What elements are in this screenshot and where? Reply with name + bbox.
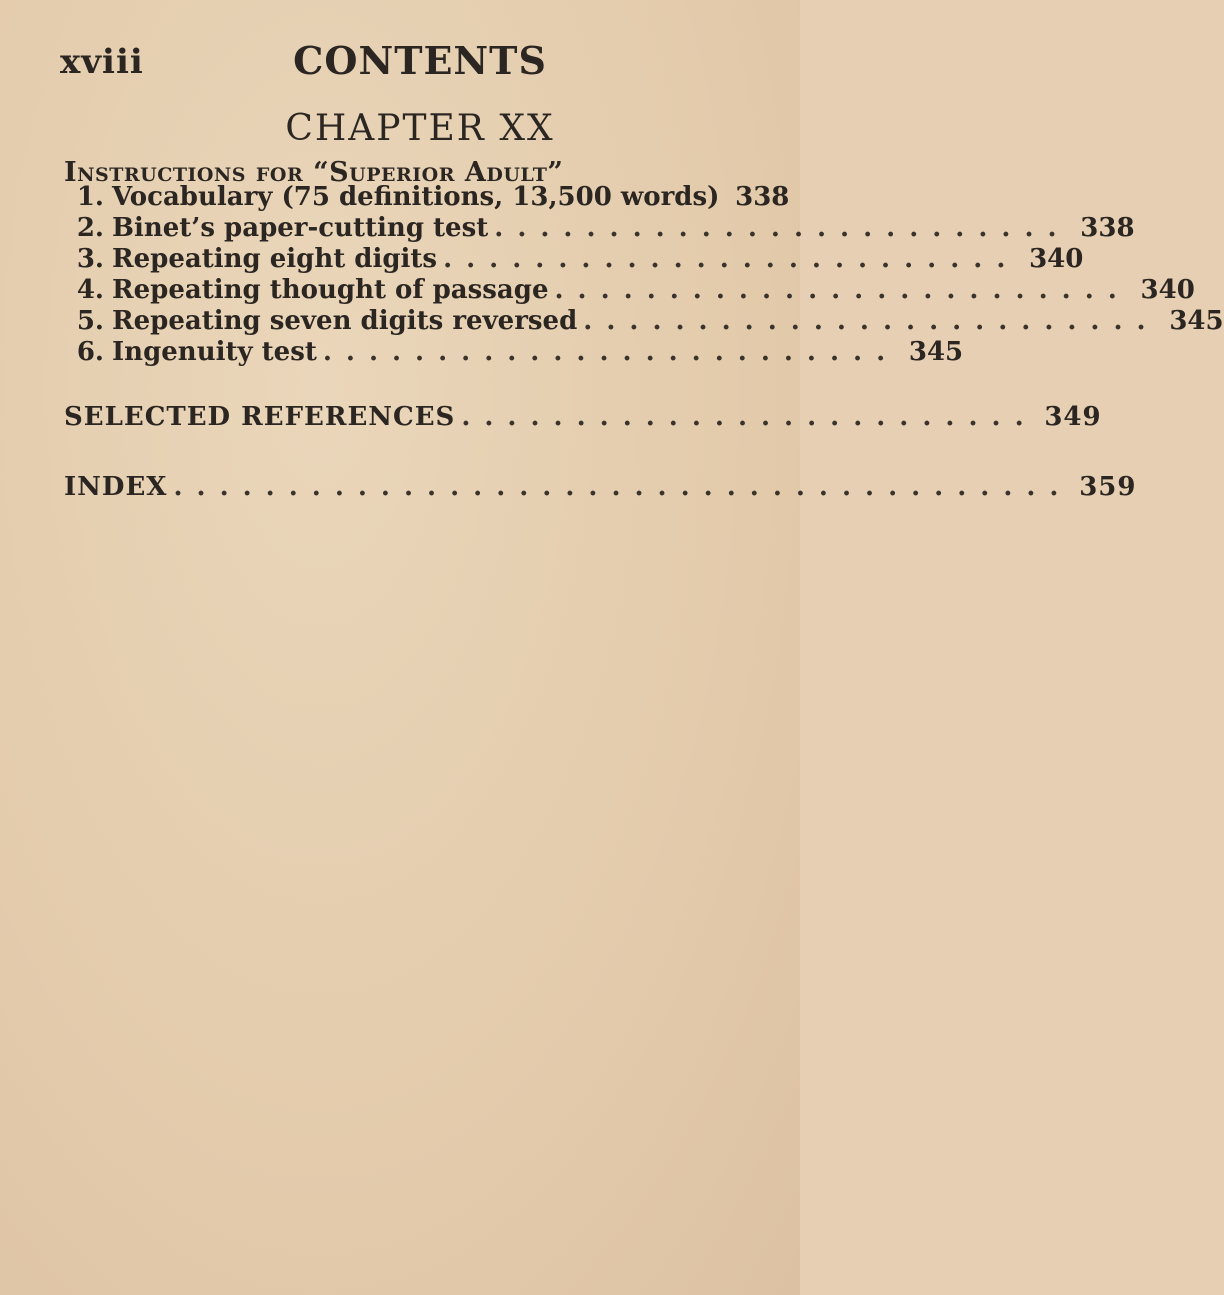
- entry-title: INDEX: [64, 472, 168, 502]
- toc-entry: [62, 306, 1224, 336]
- toc-entry: [62, 244, 1084, 274]
- dot-leader: .........................: [461, 402, 1038, 432]
- entry-page: 340: [1140, 275, 1195, 305]
- entry-page: 349: [1044, 402, 1102, 432]
- dot-leader: .........................: [322, 337, 900, 367]
- toc-entry: [62, 213, 1135, 243]
- entry-number: 3.: [76, 244, 104, 274]
- running-head: CONTENTS: [293, 38, 547, 83]
- toc-entry: [62, 275, 1195, 305]
- toc-entry: [62, 182, 790, 212]
- entry-number: 4.: [76, 275, 104, 305]
- entry-page: 345: [1169, 306, 1224, 336]
- entry-page: 359: [1079, 472, 1137, 502]
- entry-page: 338: [735, 182, 790, 212]
- entry-number: 1.: [76, 182, 104, 212]
- entry-title: Repeating eight digits: [112, 244, 438, 274]
- entry-title: Repeating thought of passage: [112, 275, 549, 305]
- entry-page: 338: [1080, 213, 1135, 243]
- toc-entry-references: [64, 402, 1102, 432]
- dot-leader: .........................: [494, 213, 1071, 243]
- entry-number: 6.: [76, 337, 104, 367]
- dot-leader: .........................: [554, 275, 1131, 305]
- dot-leader: .......................................: [173, 472, 1073, 502]
- toc-entry-index: [64, 472, 1137, 502]
- entry-title: SELECTED REFERENCES: [64, 402, 456, 432]
- page-folio: xviii: [60, 42, 144, 82]
- entry-title: Vocabulary (75 definitions, 13,500 words): [112, 182, 720, 212]
- entry-number: 5.: [76, 306, 104, 336]
- entry-title: Binet’s paper-cutting test: [112, 213, 489, 243]
- entry-page: 345: [908, 337, 964, 367]
- chapter-heading: CHAPTER XX: [285, 108, 555, 149]
- entry-title: Repeating seven digits reversed: [112, 306, 578, 336]
- entry-number: 2.: [76, 213, 104, 243]
- entry-page: 340: [1029, 244, 1084, 274]
- dot-leader: .........................: [443, 244, 1020, 274]
- entry-title: Ingenuity test: [112, 337, 317, 367]
- section-title: Instructions for “Superior Adult”: [64, 157, 564, 188]
- dot-leader: .........................: [583, 306, 1160, 336]
- toc-entry: [62, 337, 964, 367]
